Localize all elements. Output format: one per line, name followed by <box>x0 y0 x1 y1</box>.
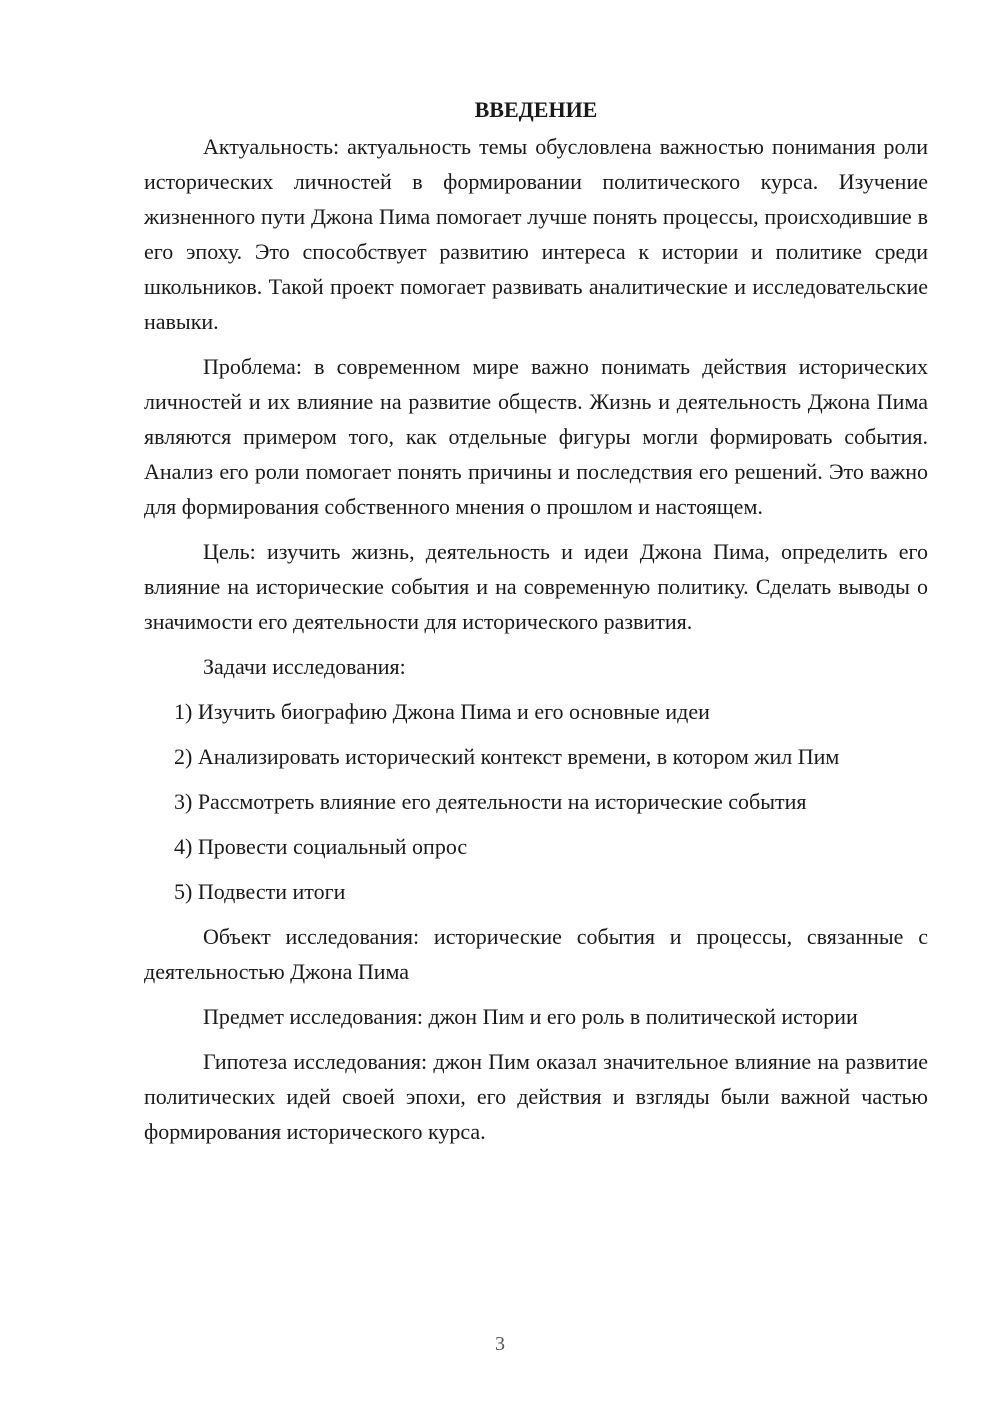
paragraph-object: Объект исследования: исторические события и процессы, связанные с деятельностью Джона Пима <box>144 924 928 984</box>
section-title: ВВЕДЕНИЕ <box>474 97 598 122</box>
paragraph-problem: Проблема: в современном мире важно понимать действия исторических личностей и их влияние на развитие обществ. Жизнь и деятельность Джона Пима являются примером того, как отдельные фигуры могли формировать события. Анализ его роли помогает понять причины и последствия его решений. Это важно для формирования собственного мнения о прошлом и настоящем. <box>144 354 928 519</box>
task-item-1: 1) Изучить биографию Джона Пима и его основные идеи <box>174 699 710 724</box>
paragraph-hypothesis: Гипотеза исследования: джон Пим оказал значительное влияние на развитие политических идей своей эпохи, его действия и взгляды были важной частью формирования исторического курса. <box>144 1049 928 1144</box>
tasks-heading: Задачи исследования: <box>203 654 406 679</box>
task-item-2: 2) Анализировать исторический контекст времени, в котором жил Пим <box>174 744 840 769</box>
task-item-5: 5) Подвести итоги <box>174 879 346 904</box>
paragraph-relevance: Актуальность: актуальность темы обусловлена важностью понимания роли исторических личностей в формировании политического курса. Изучение жизненного пути Джона Пима помогает лучше понять процессы, происходившие в его эпоху. Это способствует развитию интереса к истории и политике среди школьников. Такой проект помогает развивать аналитические и исследовательские навыки. <box>144 134 928 334</box>
page-number: 3 <box>495 1333 505 1355</box>
document-page <box>144 92 928 1159</box>
paragraph-goal: Цель: изучить жизнь, деятельность и идеи Джона Пима, определить его влияние на исторические события и на современную политику. Сделать выводы о значимости его деятельности для исторического развития. <box>144 539 928 634</box>
task-item-4: 4) Провести социальный опрос <box>174 834 468 859</box>
paragraph-subject: Предмет исследования: джон Пим и его роль в политической истории <box>203 1004 858 1029</box>
task-item-3: 3) Рассмотреть влияние его деятельности на исторические события <box>174 789 807 814</box>
